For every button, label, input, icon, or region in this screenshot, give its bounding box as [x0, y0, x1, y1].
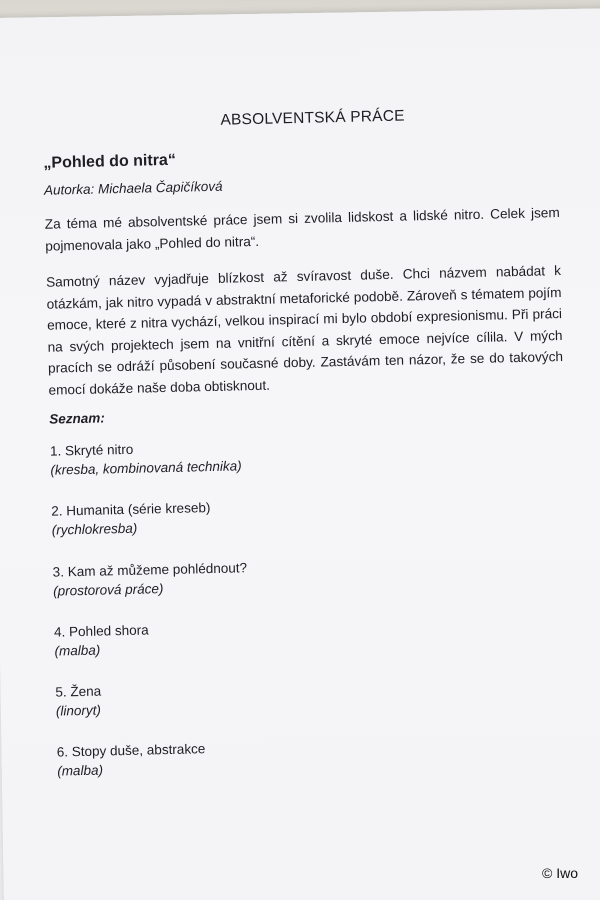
list-item-title: 3. Kam až můžeme pohlédnout? [52, 560, 248, 580]
copyright-watermark: © Iwo [542, 865, 578, 881]
list-item-title: 2. Humanita (série kreseb) [51, 500, 211, 519]
list-item [50, 437, 242, 479]
work-title: „Pohled do nitra“ [43, 151, 177, 172]
document-heading: ABSOLVENTSKÁ PRÁCE [220, 107, 405, 129]
list-item-medium: (linoryt) [55, 702, 102, 719]
list-item-medium: (malba) [57, 762, 104, 779]
list-item-title: 4. Pohled shora [53, 622, 149, 640]
paragraph-intro: Za téma mé absolventské práce jsem si zvolila lidskost a lidské nitro. Celek jsem pojmenovala jako „Pohled do nitra“. [44, 205, 560, 254]
list-item-title: 1. Skryté nitro [49, 441, 134, 459]
list-item-title: 5. Žena [55, 683, 102, 700]
list-item-title: 6. Stopy duše, abstrakce [56, 741, 206, 760]
list-item [55, 682, 102, 721]
author-line: Autorka: Michaela Čapičíková [43, 178, 223, 198]
list-item [54, 620, 149, 660]
list-item-medium: (malba) [54, 642, 101, 659]
list-item-medium: (rychlokresba) [51, 520, 138, 538]
list-item [57, 739, 206, 780]
list-item-medium: (prostorová práce) [52, 581, 164, 599]
list-item-medium: (kresba, kombinovaná technika) [50, 458, 242, 478]
list-item [51, 498, 211, 540]
list-heading: Seznam: [49, 410, 105, 427]
list-item [52, 558, 247, 600]
paragraph-description: Samotný název vyjadřuje blízkost až svíravost duše. Chci názvem nabádat k otázkám, jak nitro vypadá v abstraktní metaforické podobě. Zároveň s tématem pojím emoce, které z nitra vychází, velkou inspirací mi bylo období expresionismu. Při práci na svých projektech jsem na vnitřní cítění a skryté emoce nejvíce cílila. V mých pracích se odráží působení současné doby. Zastávám ten názor, že se do takových emocí dokáže naše doba obtisknout. [45, 263, 564, 398]
